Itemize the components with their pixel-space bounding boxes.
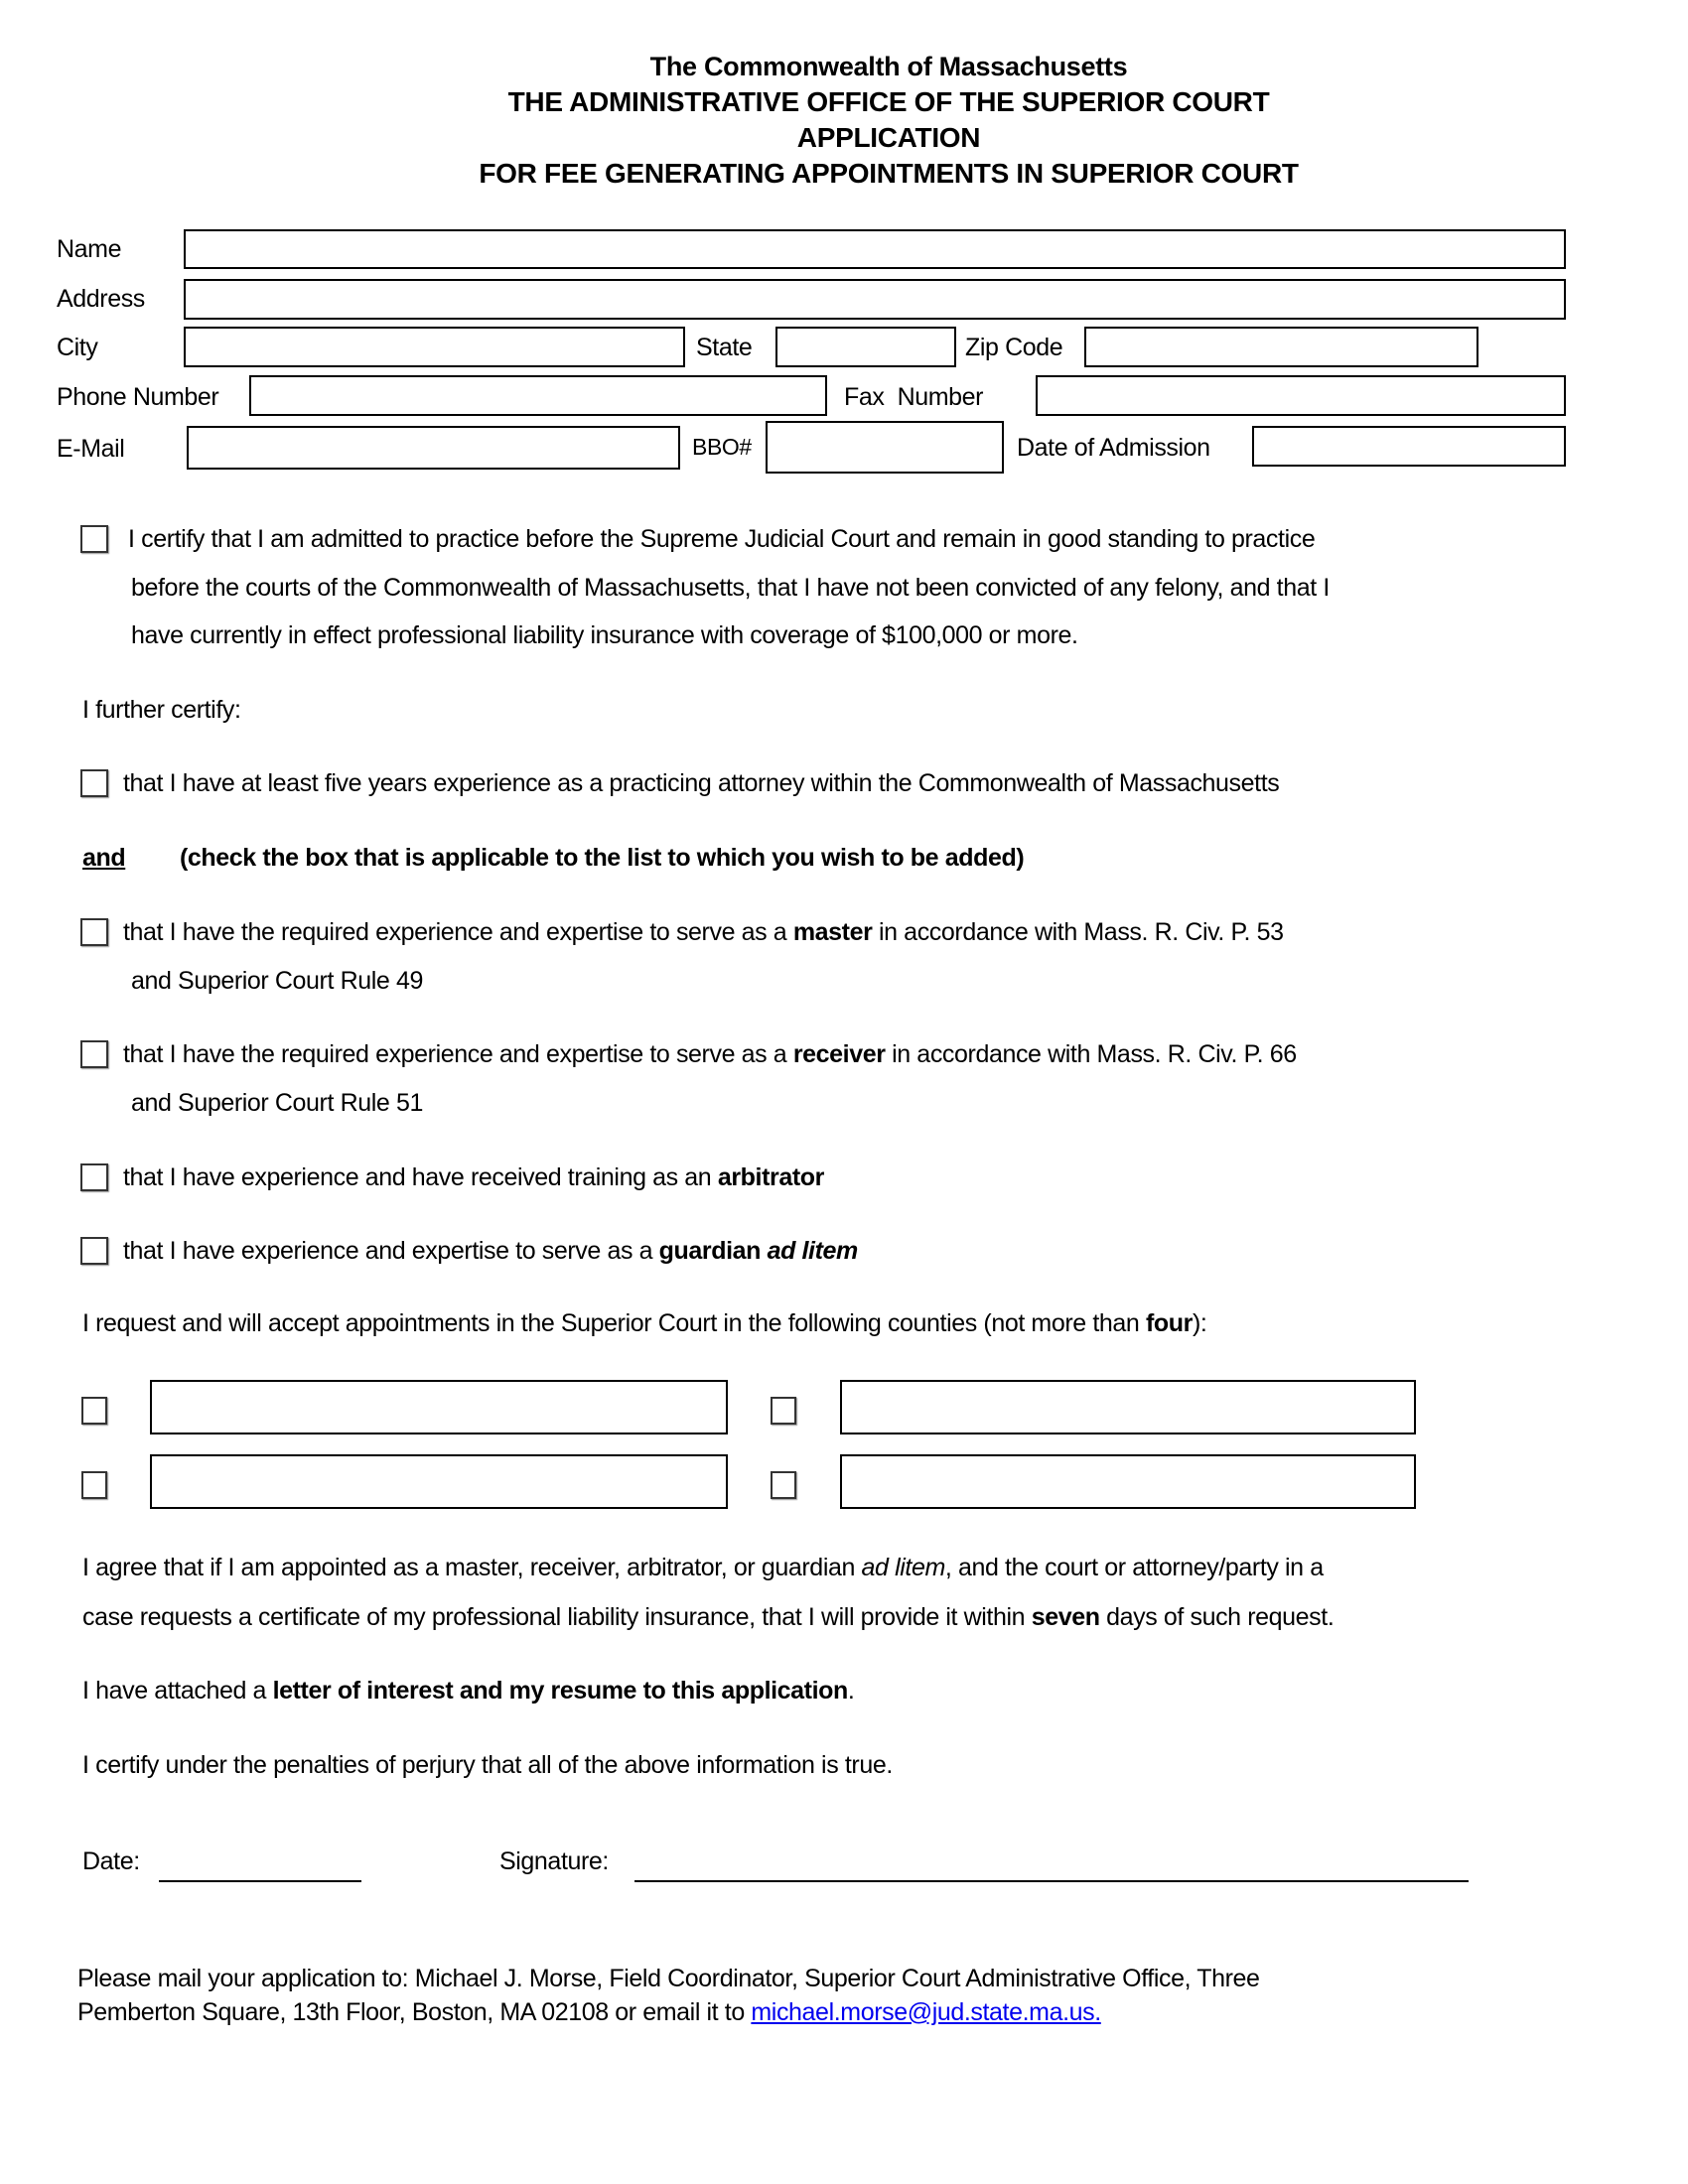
date-label: Date:	[82, 1847, 140, 1875]
bbo-field[interactable]	[766, 421, 1004, 474]
signature-label: Signature:	[499, 1847, 609, 1875]
fax-field[interactable]	[1036, 375, 1566, 416]
address-field[interactable]	[184, 279, 1566, 320]
header-commonwealth: The Commonwealth of Massachusetts	[649, 52, 1128, 81]
arbitrator-checkbox[interactable]	[80, 1163, 108, 1191]
five-years-text: that I have at least five years experience as a practicing attorney within the Commonwealth of Massachusetts	[123, 769, 1280, 797]
admission-date-field[interactable]	[1252, 426, 1566, 467]
mail-line-1: Please mail your application to: Michael J. Morse, Field Coordinator, Superior Court Administrative Office, Three	[77, 1965, 1260, 1992]
header-application: APPLICATION	[796, 122, 981, 153]
county-2-field[interactable]	[840, 1380, 1416, 1434]
perjury-text: I certify under the penalties of perjury that all of the above information is true.	[82, 1751, 893, 1779]
agree-l1-post: , and the court or attorney/party in a	[944, 1554, 1324, 1581]
fax-label: Fax Number	[844, 383, 984, 411]
county-2-checkbox[interactable]	[771, 1397, 796, 1425]
further-certify: I further certify:	[82, 696, 241, 724]
master-text-post: in accordance with Mass. R. Civ. P. 53	[872, 918, 1284, 946]
agree-line-1	[82, 1553, 1324, 1582]
mail-line-2	[77, 1997, 1101, 2027]
signature-line[interactable]	[634, 1880, 1469, 1882]
agree-l2-post: days of such request.	[1099, 1603, 1335, 1631]
receiver-text-post: in accordance with Mass. R. Civ. P. 66	[885, 1040, 1297, 1068]
counties-bold: four	[1145, 1309, 1193, 1337]
agree-l2-pre: case requests a certificate of my professional liability insurance, that I will provide it within	[82, 1603, 1032, 1631]
counties-text-pre: I request and will accept appointments in the Superior Court in the following counties (not more than	[82, 1309, 1146, 1337]
county-4-field[interactable]	[840, 1454, 1416, 1509]
date-line[interactable]	[159, 1880, 361, 1882]
county-4-checkbox[interactable]	[771, 1471, 796, 1499]
attached-text	[82, 1676, 854, 1706]
master-line-2: and Superior Court Rule 49	[131, 967, 423, 995]
county-3-checkbox[interactable]	[81, 1471, 107, 1499]
five-years-checkbox[interactable]	[80, 769, 108, 797]
mail-line-2-text: Pemberton Square, 13th Floor, Boston, MA 02108 or email it to	[77, 1998, 752, 2026]
guardian-text-pre: that I have experience and expertise to serve as a	[123, 1237, 659, 1265]
email-link[interactable]: michael.morse@jud.state.ma.us.	[751, 1998, 1101, 2026]
receiver-text	[123, 1039, 1297, 1069]
attached-post: .	[847, 1677, 855, 1705]
county-1-checkbox[interactable]	[81, 1397, 107, 1425]
counties-text-post: ):	[1192, 1309, 1207, 1337]
header-subtitle: FOR FEE GENERATING APPOINTMENTS IN SUPERIOR COURT	[479, 158, 1299, 189]
and-label: and	[82, 844, 126, 872]
certify-line-1: I certify that I am admitted to practice before the Supreme Judicial Court and remain in good standing to practice	[128, 525, 1316, 553]
header-office: THE ADMINISTRATIVE OFFICE OF THE SUPERIOR COURT	[507, 86, 1270, 117]
guardian-text	[123, 1236, 858, 1266]
city-label: City	[57, 334, 98, 361]
zip-field[interactable]	[1084, 327, 1478, 367]
master-checkbox[interactable]	[80, 918, 108, 946]
agree-l2-bold: seven	[1031, 1603, 1100, 1631]
name-field[interactable]	[184, 229, 1566, 269]
guardian-checkbox[interactable]	[80, 1237, 108, 1265]
agree-line-2	[82, 1602, 1334, 1632]
master-text-pre: that I have the required experience and expertise to serve as a	[123, 918, 793, 946]
master-bold: master	[792, 918, 873, 946]
bbo-label: BBO#	[692, 434, 752, 460]
city-field[interactable]	[184, 327, 685, 367]
arbitrator-bold: arbitrator	[717, 1163, 824, 1191]
receiver-bold: receiver	[792, 1040, 886, 1068]
guardian-italic: ad litem	[767, 1237, 858, 1265]
state-field[interactable]	[775, 327, 956, 367]
phone-label: Phone Number	[57, 383, 219, 411]
and-note: (check the box that is applicable to the list to which you wish to be added)	[180, 844, 1025, 872]
attached-bold: letter of interest and my resume to this application	[272, 1677, 848, 1705]
attached-pre: I have attached a	[82, 1677, 273, 1705]
phone-field[interactable]	[249, 375, 827, 416]
county-1-field[interactable]	[150, 1380, 728, 1434]
receiver-checkbox[interactable]	[80, 1040, 108, 1068]
certify-line-2: before the courts of the Commonwealth of Massachusetts, that I have not been convicted of any felony, and that I	[131, 574, 1330, 602]
guardian-bold: guardian	[658, 1237, 768, 1265]
certify-checkbox[interactable]	[80, 525, 108, 553]
county-3-field[interactable]	[150, 1454, 728, 1509]
name-label: Name	[57, 235, 122, 263]
email-field[interactable]	[187, 426, 680, 470]
zip-label: Zip Code	[965, 334, 1063, 361]
receiver-line-2: and Superior Court Rule 51	[131, 1089, 423, 1117]
state-label: State	[696, 334, 753, 361]
admission-label: Date of Admission	[1017, 434, 1210, 462]
email-label: E-Mail	[57, 435, 125, 463]
arbitrator-text-pre: that I have experience and have received training as an	[123, 1163, 718, 1191]
address-label: Address	[57, 285, 145, 313]
counties-text	[82, 1308, 1206, 1338]
agree-l1-pre: I agree that if I am appointed as a master, receiver, arbitrator, or guardian	[82, 1554, 862, 1581]
receiver-text-pre: that I have the required experience and expertise to serve as a	[123, 1040, 793, 1068]
arbitrator-text	[123, 1162, 824, 1192]
certify-line-3: have currently in effect professional liability insurance with coverage of $100,000 or more.	[131, 621, 1078, 649]
master-text	[123, 917, 1284, 947]
agree-l1-italic: ad litem	[861, 1554, 945, 1581]
